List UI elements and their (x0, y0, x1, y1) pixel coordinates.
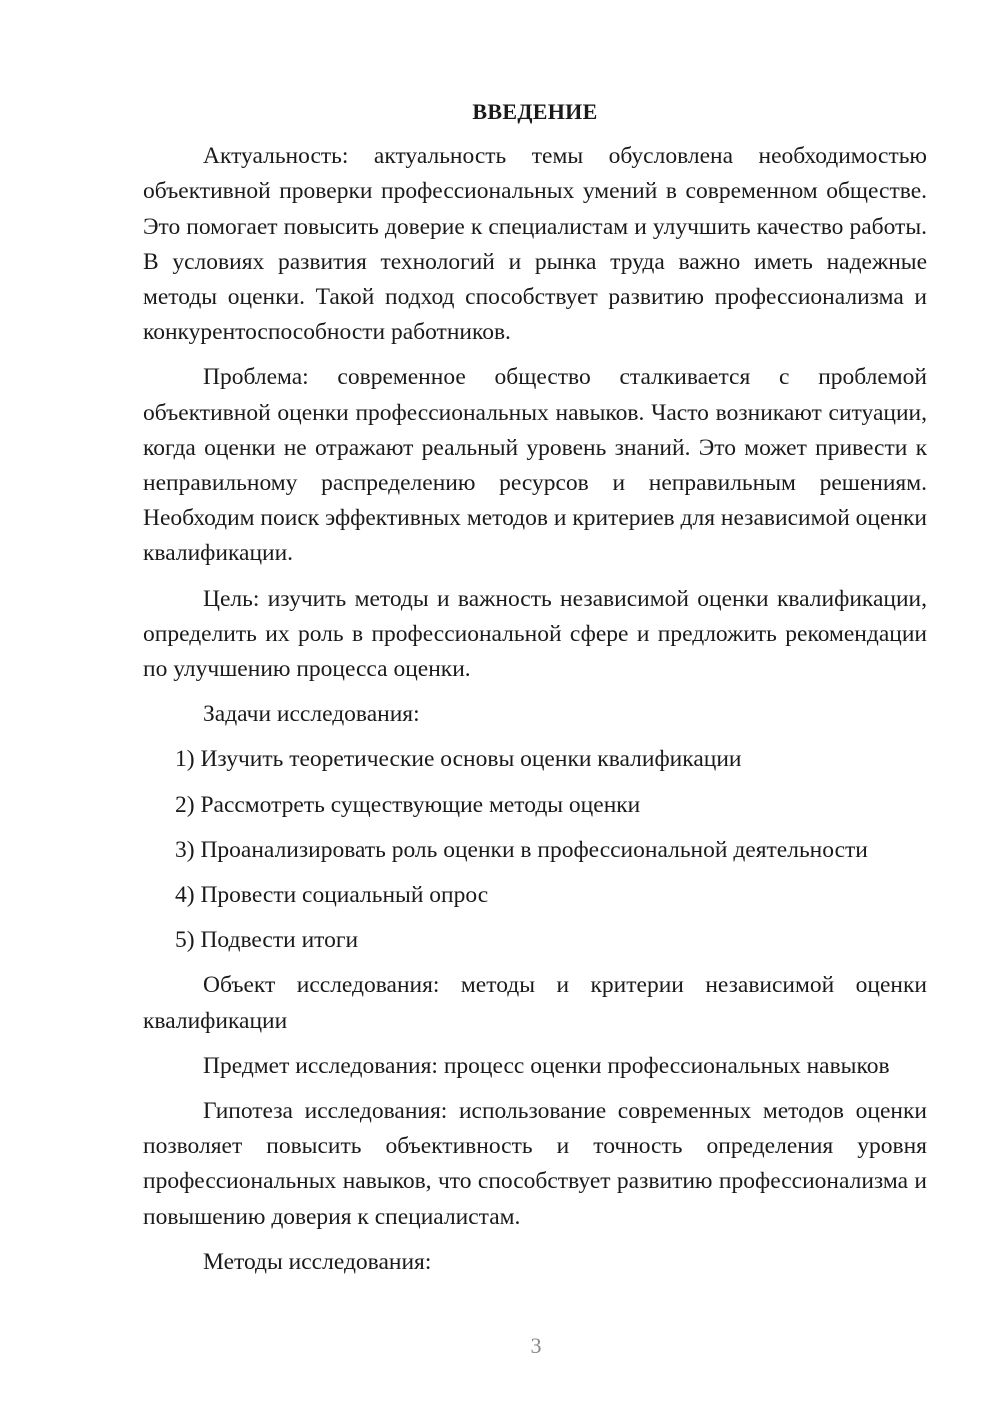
page-title: ВВЕДЕНИЕ (472, 99, 598, 124)
methods-title: Методы исследования: (203, 1248, 432, 1275)
list-item: 4) Провести социальный опрос (175, 882, 489, 909)
list-item: 3) Проанализировать роль оценки в профессиональной деятельности (175, 836, 868, 863)
relevance-paragraph: Актуальность: актуальность темы обусловлена необходимостью объективной проверки профессиональных умений в современном обществе. Это помогает повысить доверие к специалистам и улучшить качество работы. В условиях развития технологий и рынка труда важно иметь надежные методы оценки. Такой подход способствует развитию профессионализма и конкурентоспособности работников. (143, 143, 927, 346)
problem-paragraph: Проблема: современное общество сталкивается с проблемой объективной оценки профессиональных навыков. Часто возникают ситуации, когда оценки не отражают реальный уровень знаний. Это может привести к неправильному распределению ресурсов и неправильным решениям. Необходим поиск эффективных методов и критериев для независимой оценки квалификации. (143, 364, 927, 567)
hypothesis-paragraph: Гипотеза исследования: использование современных методов оценки позволяет повысить объективность и точность определения уровня профессиональных навыков, что способствует развитию профессионализма и повышению доверия к специалистам. (143, 1098, 927, 1230)
page-content (143, 94, 927, 1290)
object-paragraph: Объект исследования: методы и критерии независимой оценки квалификации (143, 972, 927, 1034)
page-number: 3 (530, 1333, 542, 1358)
list-item: 1) Изучить теоретические основы оценки квалификации (175, 746, 742, 773)
subject-paragraph: Предмет исследования: процесс оценки профессиональных навыков (203, 1052, 890, 1079)
list-item: 2) Рассмотреть существующие методы оценки (175, 791, 641, 818)
tasks-title: Задачи исследования: (203, 701, 420, 728)
goal-paragraph: Цель: изучить методы и важность независимой оценки квалификации, определить их роль в профессиональной сфере и предложить рекомендации по улучшению процесса оценки. (143, 585, 927, 683)
list-item: 5) Подвести итоги (175, 927, 359, 954)
